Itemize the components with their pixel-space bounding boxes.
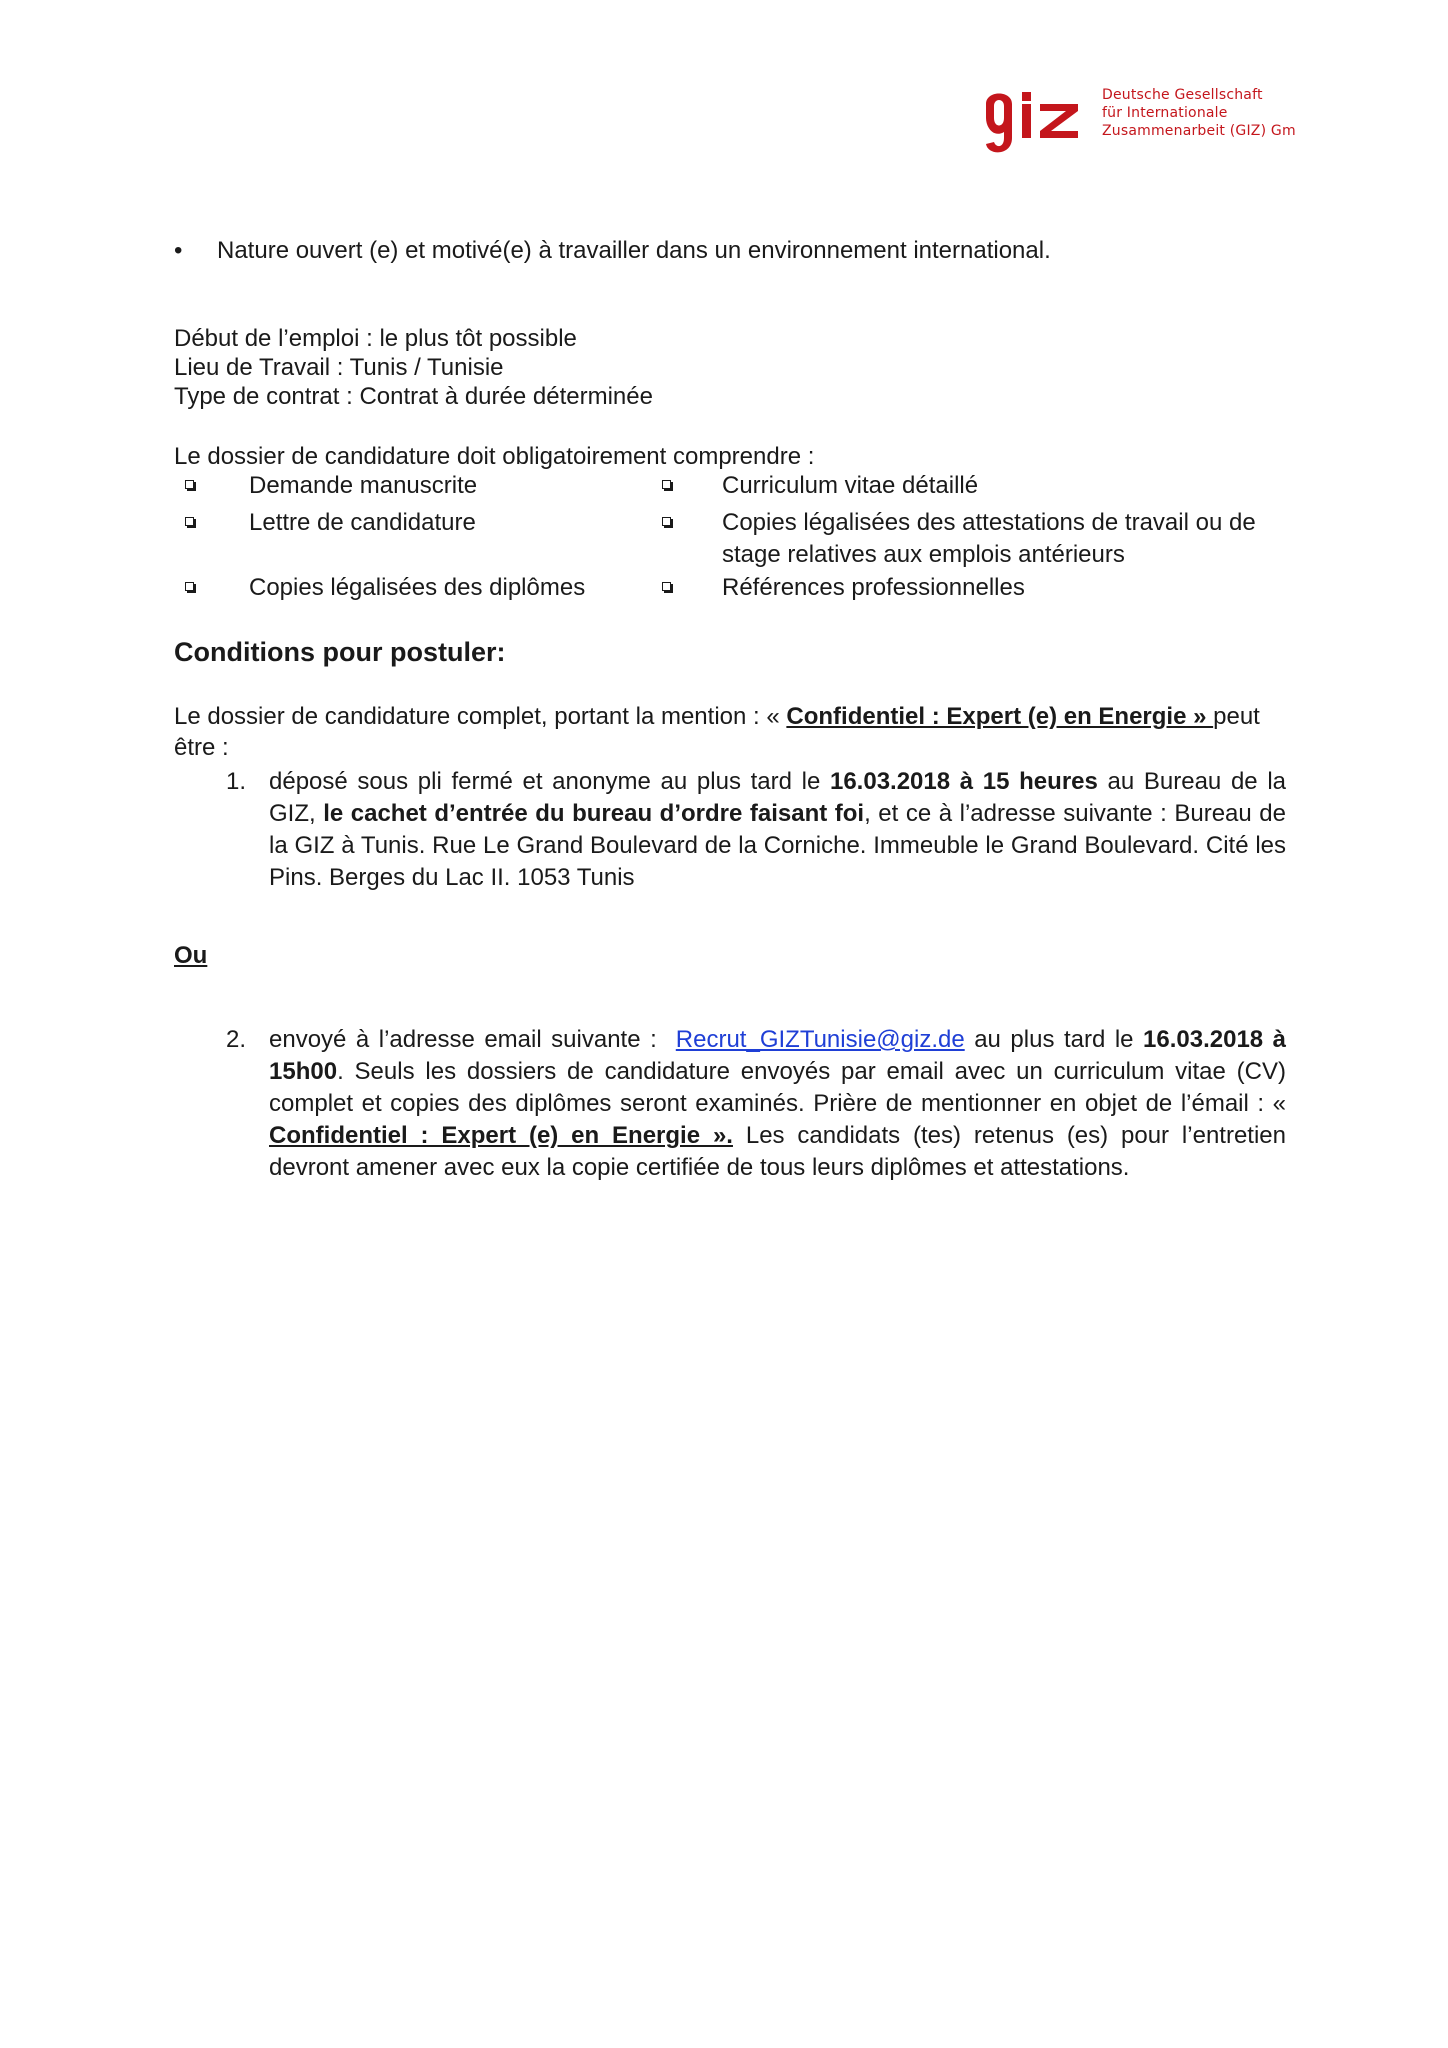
giz-logo-text bbox=[1102, 86, 1296, 140]
logo-line-1: Deutsche Gesellschaft bbox=[1102, 87, 1263, 103]
conditions-mention: Confidentiel : Expert (e) en Energie » bbox=[786, 703, 1214, 730]
giz-logo-mark bbox=[982, 82, 1090, 160]
checklist-label: Copies légalisées des attestations de travail ou de stage relatives aux emplois antérieurs bbox=[722, 509, 1256, 568]
option-2-text-a: envoyé à l’adresse email suivante : bbox=[269, 1026, 667, 1053]
option-1-text-a: déposé sous pli fermé et anonyme au plus tard le bbox=[269, 768, 830, 795]
option-number: 2. bbox=[226, 1026, 247, 1053]
job-info bbox=[174, 323, 1274, 410]
conditions-intro-text-b: peut être : bbox=[174, 703, 1260, 761]
checkbox-icon bbox=[662, 517, 671, 526]
checklist-label: Demande manuscrite bbox=[249, 472, 478, 499]
bullet-dot-icon: • bbox=[174, 237, 183, 264]
giz-logo bbox=[982, 82, 1312, 160]
logo-line-3: Zusammenarbeit (GIZ) Gm bbox=[1102, 123, 1296, 139]
option-1-deadline: 16.03.2018 à 15 heures bbox=[829, 768, 1098, 795]
checkbox-icon bbox=[662, 582, 671, 591]
checklist-label: Lettre de candidature bbox=[249, 509, 476, 536]
email-link[interactable]: Recrut_GIZTunisie@giz.de bbox=[675, 1026, 965, 1053]
contract-type: Type de contrat : Contrat à durée déterminée bbox=[174, 383, 653, 410]
checklist-label: Copies légalisées des diplômes bbox=[249, 574, 586, 601]
checklist-label: Références professionnelles bbox=[722, 574, 1025, 601]
option-2-text-d: Les candidats (tes) retenus (es) pour l’entretien devront amener avec eux la copie certifiée de tous leurs diplômes et attestations. bbox=[269, 1122, 1286, 1181]
option-2-mention: Confidentiel : Expert (e) en Energie ». bbox=[269, 1122, 733, 1149]
option-1-text bbox=[269, 766, 1286, 894]
option-2-text-b: au plus tard le bbox=[964, 1026, 1144, 1053]
dossier-intro: Le dossier de candidature doit obligatoirement comprendre : bbox=[174, 443, 815, 470]
option-2-text bbox=[269, 1024, 1286, 1184]
option-1-address: , et ce à l’adresse suivante : Bureau de la GIZ à Tunis. Rue Le Grand Boulevard de la Corniche. Immeuble le Grand Boulevard. Cité les Pins. Berges du Lac II. 1053 Tunis bbox=[269, 800, 1286, 891]
conditions-intro bbox=[174, 701, 1286, 763]
option-1-cachet: le cachet d’entrée du bureau d’ordre faisant foi bbox=[323, 800, 865, 827]
bullet-text: Nature ouvert (e) et motivé(e) à travailler dans un environnement international. bbox=[217, 237, 1051, 264]
or-separator: Ou bbox=[174, 942, 208, 969]
option-number: 1. bbox=[226, 768, 247, 795]
logo-line-2: für Internationale bbox=[1102, 105, 1228, 121]
option-2-deadline: 16.03.2018 à 15h00 bbox=[269, 1026, 1286, 1085]
work-location: Lieu de Travail : Tunis / Tunisie bbox=[174, 354, 504, 381]
checkbox-icon bbox=[185, 582, 194, 591]
conditions-intro-text-a: Le dossier de candidature complet, portant la mention : « bbox=[174, 703, 787, 730]
checklist-label: Curriculum vitae détaillé bbox=[722, 472, 979, 499]
conditions-heading: Conditions pour postuler: bbox=[174, 637, 506, 667]
option-2-text-c: . Seuls les dossiers de candidature envoyés par email avec un curriculum vitae (CV) complet et copies des diplômes seront examinés. Prière de mentionner en objet de l’émail : « bbox=[269, 1058, 1286, 1117]
checkbox-icon bbox=[185, 517, 194, 526]
option-1-text-b: au Bureau de la GIZ, bbox=[269, 768, 1286, 827]
checkbox-icon bbox=[662, 480, 671, 489]
dossier-checklist bbox=[174, 470, 1284, 610]
start-date: Début de l’emploi : le plus tôt possible bbox=[174, 325, 577, 352]
checkbox-icon bbox=[185, 480, 194, 489]
